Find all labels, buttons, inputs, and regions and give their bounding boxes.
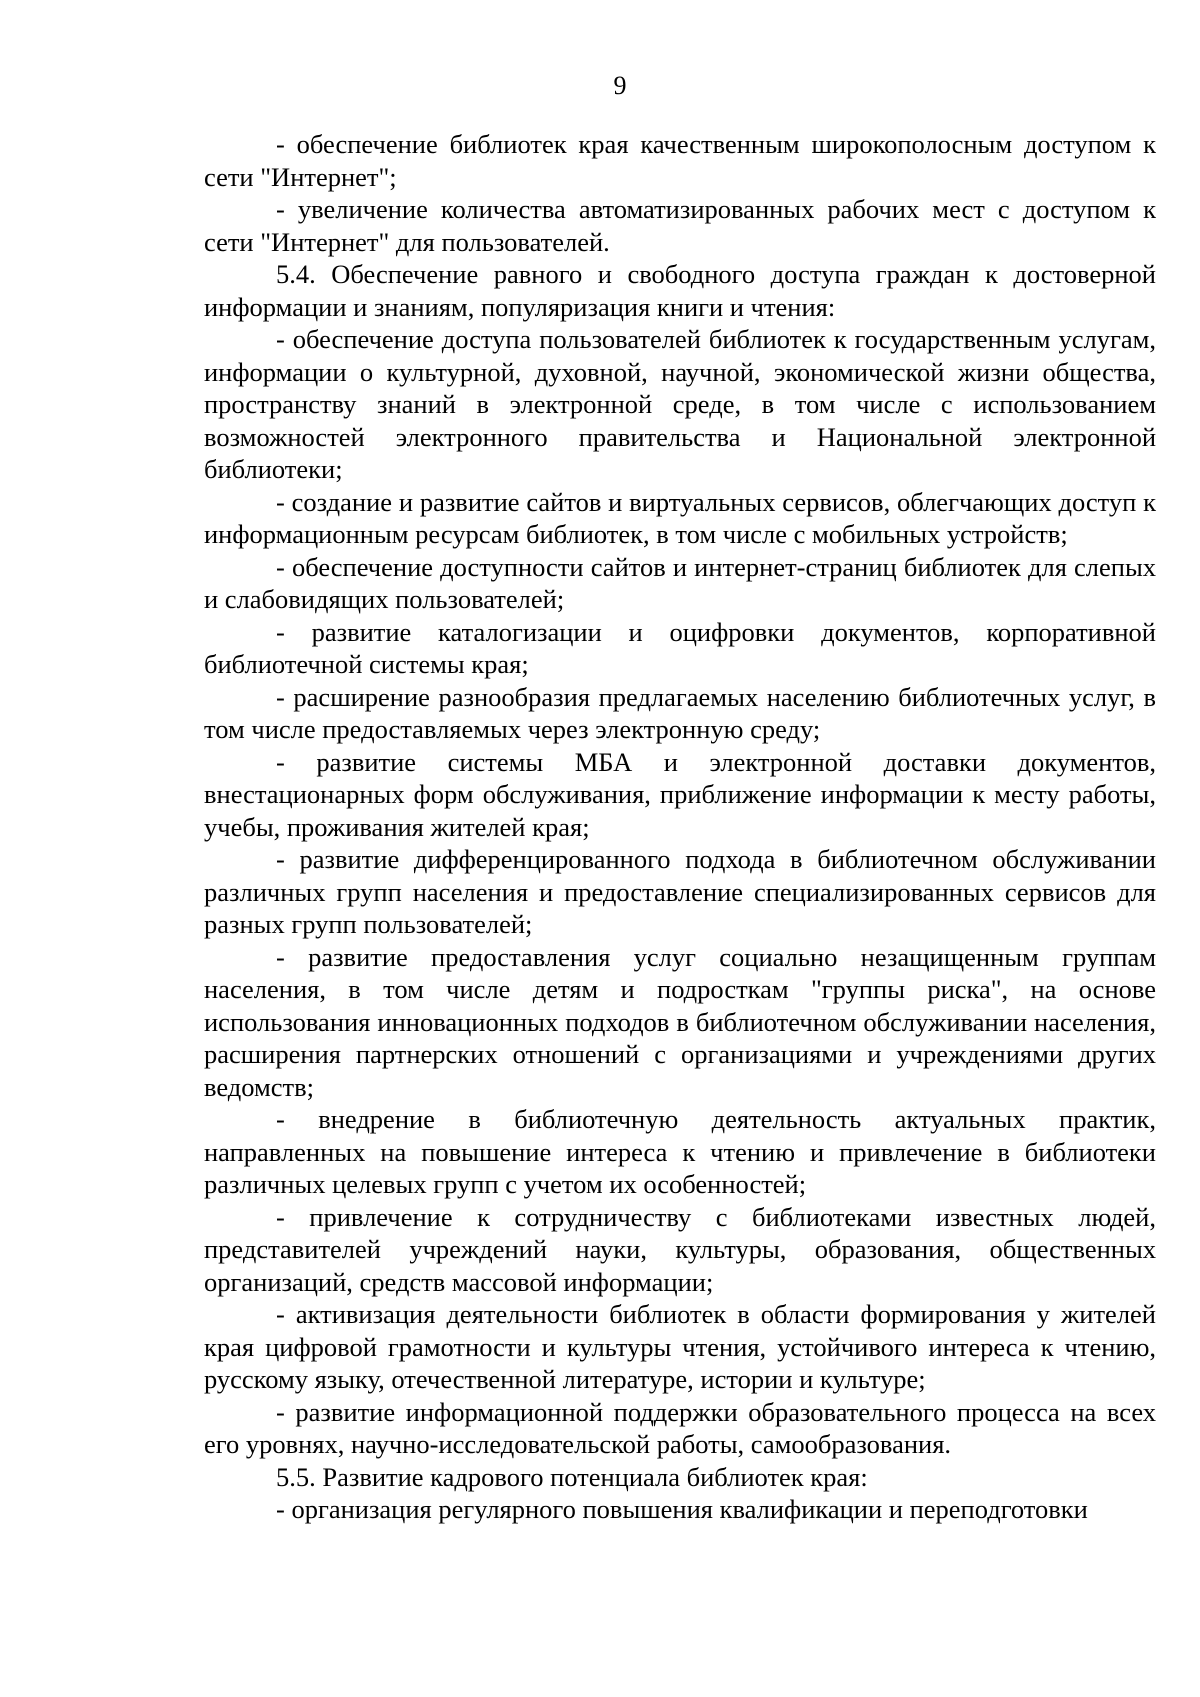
paragraph-section-5-5-heading: 5.5. Развитие кадрового потенциала библиотек края: (276, 1461, 868, 1492)
paragraph-bullet-education-support: - развитие информационной поддержки образовательного процесса на всех его уровнях, научно-исследовательской работы, самообразования. (204, 1396, 1156, 1459)
paragraph-bullet-broadband-access: - обеспечение библиотек края качественным широкополосным доступом к сети "Интернет"; (204, 129, 1156, 192)
paragraph-bullet-cooperation: - привлечение к сотрудничеству с библиотеками известных людей, представителей учреждений науки, культуры, образования, общественных организаций, средств массовой информации; (204, 1201, 1156, 1297)
document-body (204, 128, 1156, 1526)
paragraph-bullet-state-services-access: - обеспечение доступа пользователей библиотек к государственным услугам, информации о культурной, духовной, научной, экономической жизни общества, пространству знаний в электронной среде, в том числе с использованием возможностей электронного правительства и Национальной электронной библиотеки; (204, 324, 1156, 484)
paragraph-section-5-4-heading: 5.4. Обеспечение равного и свободного доступа граждан к достоверной информации и знаниям, популяризация книги и чтения: (204, 259, 1156, 322)
paragraph-bullet-accessibility: - обеспечение доступности сайтов и интернет-страниц библиотек для слепых и слабовидящих пользователей; (204, 551, 1156, 614)
paragraph-bullet-vulnerable-groups: - развитие предоставления услуг социально незащищенным группам населения, в том числе детям и подросткам "группы риска", на основе использования инновационных подходов в библиотечном обслуживании населения, расширения партнерских отношений с организациями и учреждениями других ведомств; (204, 941, 1156, 1102)
paragraph-bullet-training: - организация регулярного повышения квалификации и переподготовки (276, 1494, 1088, 1524)
paragraph-bullet-cataloging: - развитие каталогизации и оцифровки документов, корпоративной библиотечной системы края; (204, 616, 1156, 679)
paragraph-bullet-interlibrary-loan: - развитие системы МБА и электронной доставки документов, внестационарных форм обслуживания, приближение информации к месту работы, учебы, проживания жителей края; (204, 746, 1156, 842)
paragraph-bullet-services-diversity: - расширение разнообразия предлагаемых населению библиотечных услуг, в том числе предоставляемых через электронную среду; (204, 681, 1156, 744)
page-number: 9 (613, 71, 627, 100)
paragraph-bullet-websites-services: - создание и развитие сайтов и виртуальных сервисов, облегчающих доступ к информационным ресурсам библиотек, в том числе с мобильных устройств; (204, 486, 1156, 549)
paragraph-bullet-differentiated-approach: - развитие дифференцированного подхода в библиотечном обслуживании различных групп населения и предоставление специализированных сервисов для разных групп пользователей; (204, 844, 1156, 939)
paragraph-bullet-workstations: - увеличение количества автоматизированных рабочих мест с доступом к сети "Интернет" для пользователей. (204, 194, 1156, 257)
paragraph-bullet-reading-practices: - внедрение в библиотечную деятельность актуальных практик, направленных на повышение интереса к чтению и привлечение в библиотеки различных целевых групп с учетом их особенностей; (204, 1104, 1156, 1199)
paragraph-bullet-digital-literacy: - активизация деятельности библиотек в области формирования у жителей края цифровой грамотности и культуры чтения, устойчивого интереса к чтению, русскому языку, отечественной литературе, истории и культуре; (204, 1299, 1156, 1394)
